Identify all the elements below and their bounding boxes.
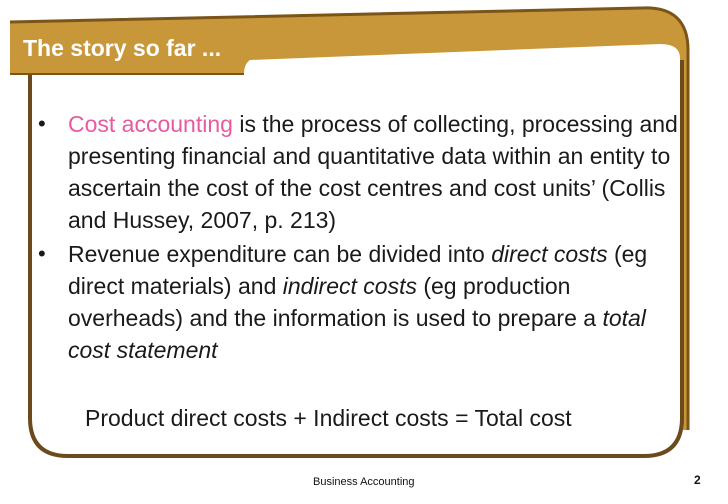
bullet-item-cost-accounting bbox=[38, 108, 690, 236]
page-number: 2 bbox=[694, 473, 701, 487]
bullet-item-revenue-expenditure bbox=[38, 238, 690, 366]
bullet-text-part1: Revenue expenditure can be divided into bbox=[68, 241, 492, 267]
bullet-text: is the process of collecting, processing and presenting financial and quantitative data within an entity to ascertain the cost of the cost centres and cost units’ (Collis and Hussey, 2007, p. 213) bbox=[68, 111, 678, 233]
italic-term-total-cost-statement: total cost statement bbox=[68, 305, 646, 363]
bullet-icon: • bbox=[38, 111, 46, 136]
bullet-icon: • bbox=[38, 241, 46, 266]
title-bar bbox=[10, 22, 244, 74]
slide-content bbox=[38, 108, 690, 368]
footer-label: Business Accounting bbox=[313, 476, 415, 488]
bullet-text-part3: (eg production overheads) and the information is used to prepare a bbox=[68, 273, 603, 331]
italic-term-indirect-costs: indirect costs bbox=[282, 273, 417, 299]
italic-term-direct-costs: direct costs bbox=[491, 241, 608, 267]
slide-title: The story so far ... bbox=[23, 34, 222, 61]
cost-equation: Product direct costs + Indirect costs = Total cost bbox=[85, 405, 572, 431]
highlight-term: Cost accounting bbox=[68, 111, 233, 137]
bullet-text-part2: (eg direct materials) and bbox=[68, 241, 648, 299]
